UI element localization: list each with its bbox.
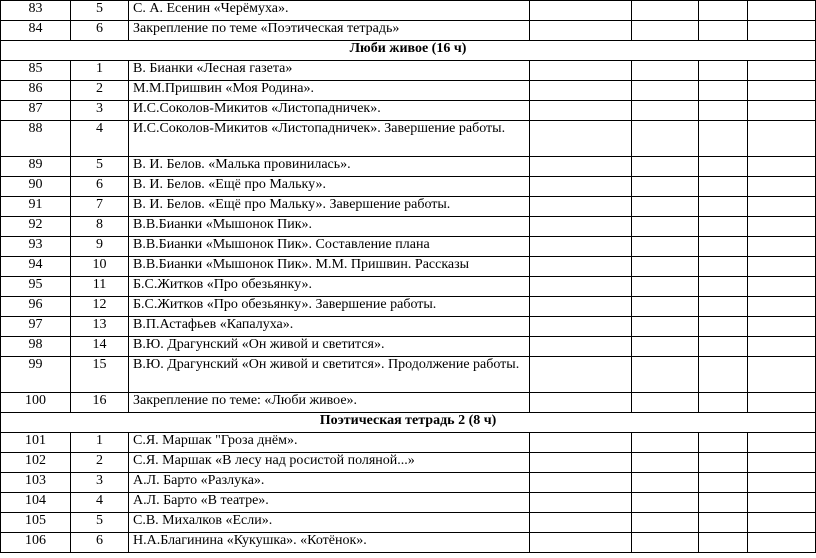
section-lesson-number-cell: 4 [71, 493, 129, 513]
empty-cell [632, 317, 699, 337]
empty-cell [748, 257, 816, 277]
empty-cell [699, 101, 748, 121]
empty-cell [748, 157, 816, 177]
empty-cell [748, 473, 816, 493]
lesson-number-cell: 91 [1, 197, 71, 217]
empty-cell [632, 393, 699, 413]
empty-cell [699, 493, 748, 513]
section-lesson-number-cell: 9 [71, 237, 129, 257]
section-header-row [1, 413, 816, 433]
lesson-number-cell: 90 [1, 177, 71, 197]
lesson-number-cell: 89 [1, 157, 71, 177]
section-lesson-number-cell: 5 [71, 513, 129, 533]
empty-cell [748, 433, 816, 453]
section-lesson-number-cell: 3 [71, 473, 129, 493]
lesson-number-cell: 94 [1, 257, 71, 277]
empty-cell [632, 473, 699, 493]
empty-cell [632, 81, 699, 101]
table-row [1, 81, 816, 101]
empty-cell [530, 197, 632, 217]
table-row [1, 237, 816, 257]
section-lesson-number-cell: 6 [71, 21, 129, 41]
lesson-number-cell: 98 [1, 337, 71, 357]
empty-cell [699, 533, 748, 553]
lesson-topic-cell: И.С.Соколов-Микитов «Листопадничек». [129, 101, 530, 121]
empty-cell [748, 453, 816, 473]
lesson-number-cell: 103 [1, 473, 71, 493]
empty-cell [530, 317, 632, 337]
empty-cell [632, 237, 699, 257]
lesson-plan-body [1, 1, 816, 553]
empty-cell [632, 533, 699, 553]
empty-cell [699, 317, 748, 337]
empty-cell [699, 297, 748, 317]
empty-cell [530, 433, 632, 453]
lesson-topic-cell: С. А. Есенин «Черёмуха». [129, 1, 530, 21]
lesson-topic-cell: В.В.Бианки «Мышонок Пик». Составление плана [129, 237, 530, 257]
empty-cell [530, 453, 632, 473]
empty-cell [632, 61, 699, 81]
lesson-number-cell: 96 [1, 297, 71, 317]
lesson-topic-cell: С.В. Михалков «Если». [129, 513, 530, 533]
empty-cell [530, 237, 632, 257]
section-header-row [1, 41, 816, 61]
empty-cell [632, 493, 699, 513]
empty-cell [530, 177, 632, 197]
lesson-topic-cell: В. Бианки «Лесная газета» [129, 61, 530, 81]
lesson-number-cell: 99 [1, 357, 71, 393]
empty-cell [699, 21, 748, 41]
empty-cell [632, 217, 699, 237]
empty-cell [632, 257, 699, 277]
lesson-topic-cell: С.Я. Маршак «В лесу над росистой поляной...» [129, 453, 530, 473]
empty-cell [632, 337, 699, 357]
section-lesson-number-cell: 8 [71, 217, 129, 237]
table-row [1, 177, 816, 197]
table-row [1, 257, 816, 277]
empty-cell [748, 121, 816, 157]
empty-cell [530, 297, 632, 317]
section-lesson-number-cell: 5 [71, 157, 129, 177]
empty-cell [530, 81, 632, 101]
empty-cell [530, 61, 632, 81]
lesson-topic-cell: И.С.Соколов-Микитов «Листопадничек». Завершение работы. [129, 121, 530, 157]
empty-cell [699, 337, 748, 357]
empty-cell [530, 101, 632, 121]
section-lesson-number-cell: 15 [71, 357, 129, 393]
table-row [1, 453, 816, 473]
section-lesson-number-cell: 10 [71, 257, 129, 277]
lesson-topic-cell: М.М.Пришвин «Моя Родина». [129, 81, 530, 101]
table-row [1, 1, 816, 21]
empty-cell [748, 297, 816, 317]
empty-cell [748, 21, 816, 41]
empty-cell [748, 393, 816, 413]
lesson-number-cell: 106 [1, 533, 71, 553]
empty-cell [748, 513, 816, 533]
lesson-number-cell: 85 [1, 61, 71, 81]
table-row [1, 157, 816, 177]
lesson-topic-cell: В.В.Бианки «Мышонок Пик». М.М. Пришвин. Рассказы [129, 257, 530, 277]
section-lesson-number-cell: 6 [71, 177, 129, 197]
lesson-number-cell: 92 [1, 217, 71, 237]
empty-cell [530, 473, 632, 493]
empty-cell [530, 1, 632, 21]
empty-cell [530, 393, 632, 413]
empty-cell [699, 197, 748, 217]
table-row [1, 493, 816, 513]
section-lesson-number-cell: 3 [71, 101, 129, 121]
lesson-number-cell: 87 [1, 101, 71, 121]
table-row [1, 121, 816, 157]
table-row [1, 217, 816, 237]
empty-cell [699, 357, 748, 393]
empty-cell [530, 357, 632, 393]
lesson-topic-cell: В.Ю. Драгунский «Он живой и светится». Продолжение работы. [129, 357, 530, 393]
table-row [1, 297, 816, 317]
table-row [1, 21, 816, 41]
lesson-topic-cell: Н.А.Благинина «Кукушка». «Котёнок». [129, 533, 530, 553]
table-row [1, 277, 816, 297]
empty-cell [530, 337, 632, 357]
lesson-number-cell: 97 [1, 317, 71, 337]
empty-cell [699, 121, 748, 157]
table-row [1, 197, 816, 217]
lesson-topic-cell: В.В.Бианки «Мышонок Пик». [129, 217, 530, 237]
empty-cell [632, 453, 699, 473]
empty-cell [748, 317, 816, 337]
lesson-topic-cell: А.Л. Барто «Разлука». [129, 473, 530, 493]
lesson-topic-cell: Б.С.Житков «Про обезьянку». Завершение работы. [129, 297, 530, 317]
empty-cell [632, 1, 699, 21]
empty-cell [699, 1, 748, 21]
empty-cell [699, 453, 748, 473]
empty-cell [748, 197, 816, 217]
section-lesson-number-cell: 5 [71, 1, 129, 21]
empty-cell [530, 217, 632, 237]
lesson-topic-cell: В. И. Белов. «Малька провинилась». [129, 157, 530, 177]
empty-cell [699, 393, 748, 413]
empty-cell [632, 157, 699, 177]
section-title: Люби живое (16 ч) [1, 41, 816, 61]
empty-cell [530, 533, 632, 553]
lesson-number-cell: 102 [1, 453, 71, 473]
lesson-number-cell: 95 [1, 277, 71, 297]
section-lesson-number-cell: 2 [71, 453, 129, 473]
empty-cell [748, 1, 816, 21]
section-lesson-number-cell: 13 [71, 317, 129, 337]
empty-cell [530, 157, 632, 177]
empty-cell [632, 297, 699, 317]
empty-cell [530, 121, 632, 157]
lesson-topic-cell: В. И. Белов. «Ещё про Мальку». Завершение работы. [129, 197, 530, 217]
empty-cell [530, 257, 632, 277]
table-row [1, 357, 816, 393]
lesson-topic-cell: Закрепление по теме: «Люби живое». [129, 393, 530, 413]
empty-cell [748, 61, 816, 81]
lesson-topic-cell: Б.С.Житков «Про обезьянку». [129, 277, 530, 297]
lesson-number-cell: 86 [1, 81, 71, 101]
empty-cell [748, 277, 816, 297]
empty-cell [632, 433, 699, 453]
lesson-topic-cell: В. И. Белов. «Ещё про Мальку». [129, 177, 530, 197]
section-lesson-number-cell: 12 [71, 297, 129, 317]
empty-cell [748, 337, 816, 357]
lesson-number-cell: 88 [1, 121, 71, 157]
lesson-topic-cell: С.Я. Маршак "Гроза днём». [129, 433, 530, 453]
table-row [1, 473, 816, 493]
lesson-number-cell: 84 [1, 21, 71, 41]
empty-cell [632, 21, 699, 41]
lesson-topic-cell: Закрепление по теме «Поэтическая тетрадь» [129, 21, 530, 41]
table-row [1, 433, 816, 453]
empty-cell [699, 237, 748, 257]
empty-cell [699, 81, 748, 101]
section-lesson-number-cell: 7 [71, 197, 129, 217]
empty-cell [748, 81, 816, 101]
empty-cell [632, 513, 699, 533]
lesson-topic-cell: В.П.Астафьев «Капалуха». [129, 317, 530, 337]
empty-cell [699, 257, 748, 277]
lesson-number-cell: 105 [1, 513, 71, 533]
empty-cell [748, 237, 816, 257]
empty-cell [748, 177, 816, 197]
lesson-number-cell: 93 [1, 237, 71, 257]
empty-cell [530, 277, 632, 297]
lesson-number-cell: 101 [1, 433, 71, 453]
section-lesson-number-cell: 4 [71, 121, 129, 157]
section-lesson-number-cell: 1 [71, 433, 129, 453]
empty-cell [632, 177, 699, 197]
table-row [1, 61, 816, 81]
table-row [1, 533, 816, 553]
empty-cell [748, 493, 816, 513]
empty-cell [699, 433, 748, 453]
table-row [1, 393, 816, 413]
section-lesson-number-cell: 11 [71, 277, 129, 297]
empty-cell [699, 61, 748, 81]
empty-cell [530, 493, 632, 513]
empty-cell [632, 357, 699, 393]
empty-cell [699, 177, 748, 197]
table-row [1, 101, 816, 121]
section-lesson-number-cell: 6 [71, 533, 129, 553]
section-lesson-number-cell: 1 [71, 61, 129, 81]
section-title: Поэтическая тетрадь 2 (8 ч) [1, 413, 816, 433]
empty-cell [699, 513, 748, 533]
empty-cell [699, 157, 748, 177]
empty-cell [699, 473, 748, 493]
lesson-number-cell: 83 [1, 1, 71, 21]
empty-cell [632, 197, 699, 217]
empty-cell [748, 533, 816, 553]
section-lesson-number-cell: 2 [71, 81, 129, 101]
table-row [1, 513, 816, 533]
lesson-number-cell: 104 [1, 493, 71, 513]
empty-cell [632, 121, 699, 157]
empty-cell [632, 101, 699, 121]
empty-cell [632, 277, 699, 297]
table-row [1, 337, 816, 357]
section-lesson-number-cell: 14 [71, 337, 129, 357]
empty-cell [748, 217, 816, 237]
lesson-number-cell: 100 [1, 393, 71, 413]
section-lesson-number-cell: 16 [71, 393, 129, 413]
lesson-topic-cell: В.Ю. Драгунский «Он живой и светится». [129, 337, 530, 357]
empty-cell [748, 101, 816, 121]
empty-cell [530, 513, 632, 533]
empty-cell [699, 277, 748, 297]
table-row [1, 317, 816, 337]
empty-cell [748, 357, 816, 393]
empty-cell [530, 21, 632, 41]
empty-cell [699, 217, 748, 237]
lesson-topic-cell: А.Л. Барто «В театре». [129, 493, 530, 513]
